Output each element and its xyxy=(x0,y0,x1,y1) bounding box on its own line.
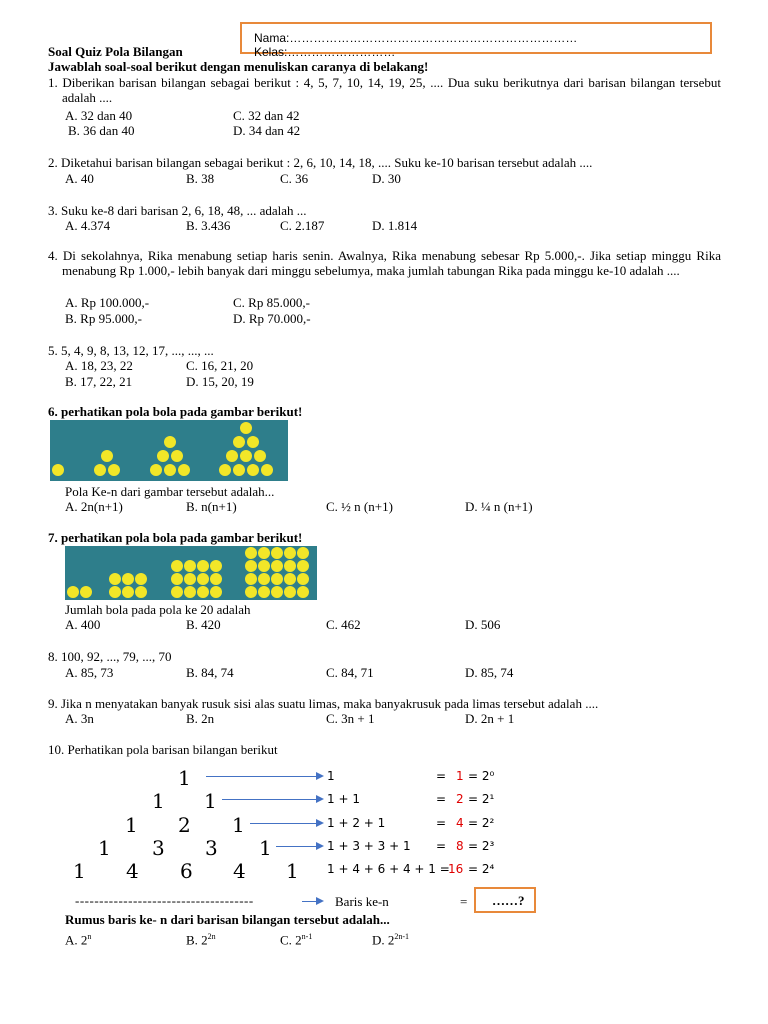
arrow xyxy=(276,846,318,847)
row-sum: 1 xyxy=(327,769,335,783)
row-sum: 1 + 4 + 6 + 4 + 1 = xyxy=(327,862,450,876)
ball xyxy=(135,586,147,598)
pascal-number: 1 xyxy=(125,813,138,837)
question-9: 9. Jika n menyatakan banyak rusuk sisi alas suatu limas, maka banyakrusuk pada limas tersebut adalah .... xyxy=(48,696,599,711)
q5-option-d[interactable]: D. 15, 20, 19 xyxy=(186,374,254,389)
ball xyxy=(245,586,257,598)
ball xyxy=(210,560,222,572)
ball xyxy=(258,547,270,559)
q9-option-d[interactable]: D. 2n + 1 xyxy=(465,711,515,726)
q10-subquestion: Rumus baris ke- n dari barisan bilangan tersebut adalah... xyxy=(65,912,390,927)
q10-option-d[interactable] xyxy=(372,929,409,947)
ball xyxy=(219,464,231,476)
q7-option-d[interactable]: D. 506 xyxy=(465,617,501,632)
arrow-head-icon xyxy=(316,819,324,827)
q10-option-c[interactable] xyxy=(280,929,312,947)
pascal-number: 3 xyxy=(205,836,218,860)
ball-pattern-rectangle-image xyxy=(65,546,317,600)
question-1-text: 1. Diberikan barisan bilangan sebagai berikut : 4, 5, 7, 10, 14, 19, 25, .... Dua suku berikutnya dari barisan bilangan tersebut adalah .... xyxy=(48,75,721,105)
row-power: = 2³ xyxy=(468,839,495,853)
ball xyxy=(258,560,270,572)
row-equals: = xyxy=(436,792,447,806)
pascal-number: 4 xyxy=(233,859,246,883)
q1-option-a[interactable]: A. 32 dan 40 xyxy=(65,108,133,123)
q3-option-a[interactable]: A. 4.374 xyxy=(65,218,111,233)
ball xyxy=(150,464,162,476)
instruction: Jawablah soal-soal berikut dengan menuliskan caranya di belakang! xyxy=(48,59,429,74)
pascal-number: 6 xyxy=(180,859,193,883)
q9-option-b[interactable]: B. 2n xyxy=(186,711,215,726)
ball xyxy=(80,586,92,598)
ball xyxy=(184,573,196,585)
ball xyxy=(210,586,222,598)
q5-option-b[interactable]: B. 17, 22, 21 xyxy=(65,374,133,389)
row-value: 2 xyxy=(456,792,464,806)
ball xyxy=(164,436,176,448)
row-value: 16 xyxy=(448,862,464,876)
q10-option-a-exp: n xyxy=(87,932,92,941)
ball xyxy=(122,573,134,585)
ball xyxy=(171,450,183,462)
question-10: 10. Perhatikan pola barisan bilangan berikut xyxy=(48,742,278,757)
ball xyxy=(197,586,209,598)
q9-option-a[interactable]: A. 3n xyxy=(65,711,94,726)
ball xyxy=(184,560,196,572)
q7-option-c[interactable]: C. 462 xyxy=(326,617,361,632)
question-1 xyxy=(48,75,721,105)
question-5: 5. 5, 4, 9, 8, 13, 12, 17, ..., ..., ... xyxy=(48,343,214,358)
ball xyxy=(258,573,270,585)
q2-option-c[interactable]: C. 36 xyxy=(280,171,309,186)
q4-option-a[interactable]: A. Rp 100.000,- xyxy=(65,295,150,310)
arrow xyxy=(206,776,318,777)
ball xyxy=(52,464,64,476)
pascal-number: 2 xyxy=(178,813,191,837)
row-sum: 1 + 2 + 1 xyxy=(327,816,386,830)
q7-option-a[interactable]: A. 400 xyxy=(65,617,101,632)
row-equals: = xyxy=(436,816,447,830)
ball xyxy=(284,586,296,598)
ball xyxy=(245,560,257,572)
ball xyxy=(226,450,238,462)
q4-option-d[interactable]: D. Rp 70.000,- xyxy=(233,311,311,326)
q1-option-c[interactable]: C. 32 dan 42 xyxy=(233,108,300,123)
q2-option-a[interactable]: A. 40 xyxy=(65,171,94,186)
ball xyxy=(271,560,283,572)
ball xyxy=(171,586,183,598)
arrow xyxy=(250,823,318,824)
q4-option-b[interactable]: B. Rp 95.000,- xyxy=(65,311,142,326)
ball xyxy=(233,464,245,476)
q10-option-c-exp: n-1 xyxy=(301,932,313,941)
q6-option-b[interactable]: B. n(n+1) xyxy=(186,499,237,514)
q5-option-a[interactable]: A. 18, 23, 22 xyxy=(65,358,133,373)
q3-option-b[interactable]: B. 3.436 xyxy=(186,218,231,233)
pascal-number: 1 xyxy=(286,859,299,883)
ball xyxy=(109,586,121,598)
name-class-box[interactable] xyxy=(240,22,712,59)
question-8: 8. 100, 92, ..., 79, ..., 70 xyxy=(48,649,172,664)
q10-option-b[interactable] xyxy=(186,929,216,947)
ball xyxy=(271,573,283,585)
q2-option-d[interactable]: D. 30 xyxy=(372,171,401,186)
dashes-line: ------------------------------------- xyxy=(75,893,254,908)
ball xyxy=(240,450,252,462)
q6-option-d[interactable]: D. ¼ n (n+1) xyxy=(465,499,533,514)
question-4-text: 4. Di sekolahnya, Rika menabung setiap haris senin. Awalnya, Rika menabung sebesar Rp 5.000,-. Jika setiap minggu Rika menabung Rp 1.000,- lebih banyak dari minggu sebelumya, maka jumlah tabungan Rika pada minggu ke-10 adalah .... xyxy=(48,248,721,278)
q10-option-d-exp: 2n-1 xyxy=(394,932,410,941)
pascal-number: 4 xyxy=(126,859,139,883)
ball xyxy=(171,573,183,585)
q8-option-a[interactable]: A. 85, 73 xyxy=(65,665,114,680)
ball xyxy=(67,586,79,598)
ball xyxy=(247,464,259,476)
ball xyxy=(284,547,296,559)
ball xyxy=(197,560,209,572)
q8-option-c[interactable]: C. 84, 71 xyxy=(326,665,374,680)
row-power: = 2² xyxy=(468,816,495,830)
ball xyxy=(171,560,183,572)
arrow-head-icon xyxy=(316,897,324,905)
row-value: 1 xyxy=(456,769,464,783)
baris-ke-n: Baris ke-n xyxy=(335,894,389,909)
ball xyxy=(297,573,309,585)
row-equals-last: = xyxy=(460,894,468,909)
q6-option-a[interactable]: A. 2n(n+1) xyxy=(65,499,123,514)
q1-option-d[interactable]: D. 34 dan 42 xyxy=(233,123,301,138)
row-equals: = xyxy=(436,769,447,783)
q3-option-d[interactable]: D. 1.814 xyxy=(372,218,418,233)
row-value: 4 xyxy=(456,816,464,830)
q7-subquestion: Jumlah bola pada pola ke 20 adalah xyxy=(65,602,251,617)
ball xyxy=(157,450,169,462)
unknown-text: ……? xyxy=(492,893,525,908)
q2-option-b[interactable]: B. 38 xyxy=(186,171,215,186)
row-sum: 1 + 3 + 3 + 1 xyxy=(327,839,411,853)
arrow-head-icon xyxy=(316,795,324,803)
q6-option-c[interactable]: C. ½ n (n+1) xyxy=(326,499,393,514)
ball xyxy=(164,464,176,476)
ball xyxy=(184,586,196,598)
ball xyxy=(261,464,273,476)
q3-option-c[interactable]: C. 2.187 xyxy=(280,218,325,233)
question-7: 7. perhatikan pola bola pada gambar berikut! xyxy=(48,530,303,545)
row-power: = 2⁰ xyxy=(468,769,495,783)
pascal-number: 1 xyxy=(204,789,217,813)
q4-option-c[interactable]: C. Rp 85.000,- xyxy=(233,295,310,310)
ball xyxy=(178,464,190,476)
ball xyxy=(122,586,134,598)
ball xyxy=(297,586,309,598)
row-value: 8 xyxy=(456,839,464,853)
row-sum: 1 + 1 xyxy=(327,792,360,806)
quiz-title: Soal Quiz Pola Bilangan xyxy=(48,44,183,59)
name-class-line: Nama:………………………………………………………………Kelas:……………………… xyxy=(254,31,578,59)
q8-option-d[interactable]: D. 85, 74 xyxy=(465,665,514,680)
ball xyxy=(109,573,121,585)
unknown-box[interactable] xyxy=(474,887,536,913)
ball xyxy=(254,450,266,462)
ball xyxy=(108,464,120,476)
ball xyxy=(297,547,309,559)
question-2: 2. Diketahui barisan bilangan sebagai berikut : 2, 6, 10, 14, 18, .... Suku ke-10 barisan tersebut adalah .... xyxy=(48,155,593,170)
ball xyxy=(271,586,283,598)
question-6: 6. perhatikan pola bola pada gambar berikut! xyxy=(48,404,303,419)
q10-option-d-base: D. 2 xyxy=(372,932,395,948)
q8-option-b[interactable]: B. 84, 74 xyxy=(186,665,234,680)
ball xyxy=(271,547,283,559)
question-4 xyxy=(48,248,721,278)
q10-option-b-exp: 2n xyxy=(207,932,216,941)
ball xyxy=(94,464,106,476)
pascal-number: 3 xyxy=(152,836,165,860)
row-equals: = xyxy=(436,839,447,853)
ball-pattern-triangle-image xyxy=(50,420,288,481)
ball xyxy=(284,560,296,572)
ball xyxy=(297,560,309,572)
pascal-number: 1 xyxy=(259,836,272,860)
q10-option-c-base: C. 2 xyxy=(280,932,302,948)
q10-option-b-base: B. 2 xyxy=(186,932,208,948)
ball xyxy=(245,573,257,585)
ball xyxy=(210,573,222,585)
arrow-head-icon xyxy=(316,772,324,780)
ball xyxy=(135,573,147,585)
q9-option-c[interactable]: C. 3n + 1 xyxy=(326,711,375,726)
pascal-number: 1 xyxy=(98,836,111,860)
row-power: = 2⁴ xyxy=(468,862,495,876)
row-power: = 2¹ xyxy=(468,792,495,806)
q5-option-c[interactable]: C. 16, 21, 20 xyxy=(186,358,254,373)
ball xyxy=(197,573,209,585)
ball xyxy=(240,422,252,434)
ball xyxy=(245,547,257,559)
arrow xyxy=(222,799,318,800)
q1-option-b[interactable]: B. 36 dan 40 xyxy=(68,123,135,138)
question-3: 3. Suku ke-8 dari barisan 2, 6, 18, 48, ... adalah ... xyxy=(48,203,307,218)
pascal-number: 1 xyxy=(73,859,86,883)
pascal-number: 1 xyxy=(232,813,245,837)
ball xyxy=(247,436,259,448)
ball xyxy=(284,573,296,585)
q6-subquestion: Pola Ke-n dari gambar tersebut adalah... xyxy=(65,484,275,499)
ball xyxy=(258,586,270,598)
ball xyxy=(101,450,113,462)
pascal-number: 1 xyxy=(178,766,191,790)
pascal-number: 1 xyxy=(152,789,165,813)
ball xyxy=(233,436,245,448)
q10-option-a-base: A. 2 xyxy=(65,932,88,948)
arrow-head-icon xyxy=(316,842,324,850)
q10-option-a[interactable] xyxy=(65,929,91,947)
q7-option-b[interactable]: B. 420 xyxy=(186,617,221,632)
